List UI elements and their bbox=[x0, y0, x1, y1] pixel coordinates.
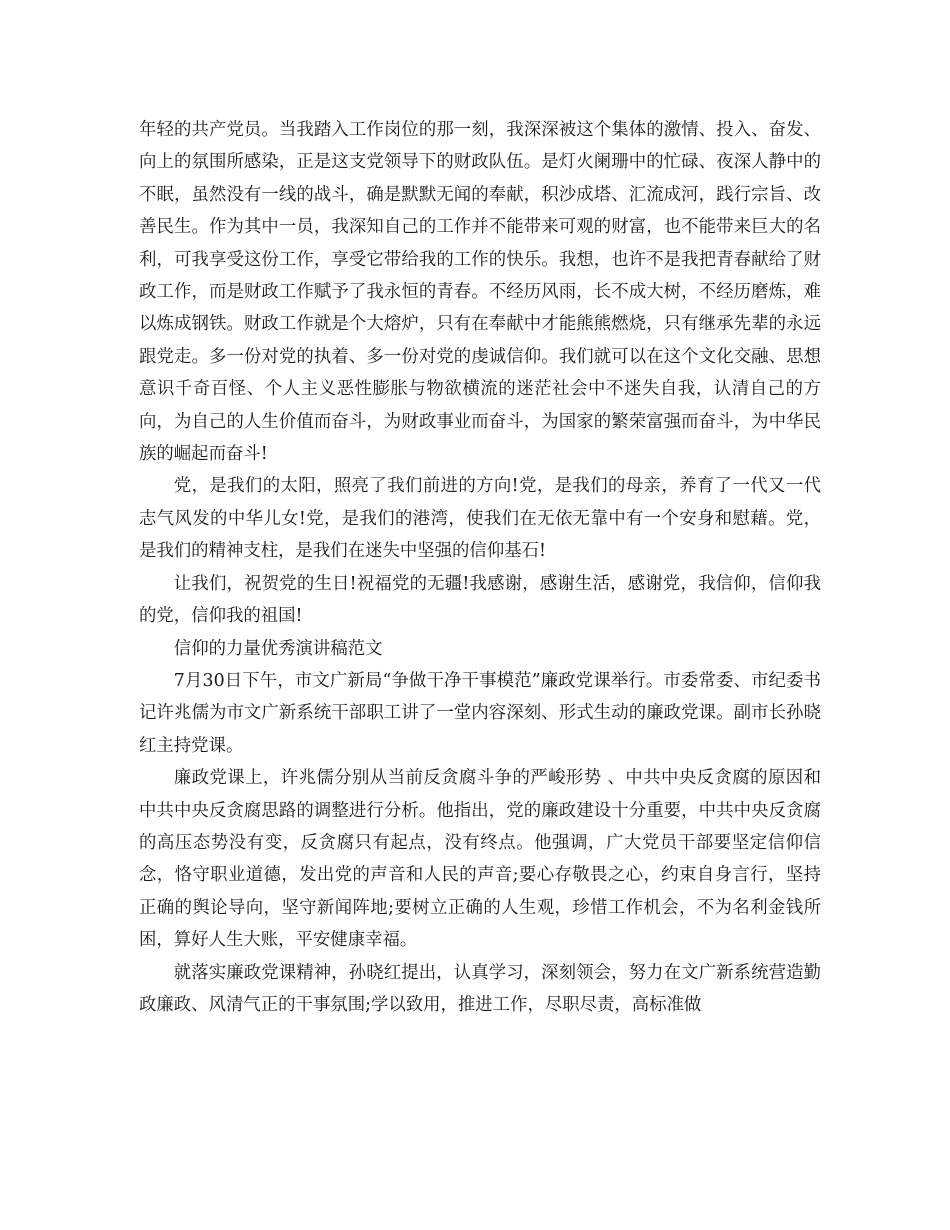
paragraph-implementation: 就落实廉政党课精神，孙晓红提出，认真学习，深刻领会，努力在文广新系统营造勤政廉政、风清气正的干事氛围;学以致用，推进工作，尽职尽责，高标准做 bbox=[139, 962, 821, 1015]
paragraph-integrity-lesson-intro: 7月30日下午，市文广新局“争做干净干事模范”廉政党课举行。市委常委、市纪委书记许兆儒为市文广新系统干部职工讲了一堂内容深刻、形式生动的廉政党课。副市长孙晓红主持党课。 bbox=[139, 670, 821, 756]
paragraph-celebrate-birthday: 让我们，祝贺党的生日!祝福党的无疆!我感谢，感谢生活，感谢党，我信仰，信仰我的党，信仰我的祖国! bbox=[139, 573, 821, 627]
paragraph-lesson-analysis: 廉政党课上，许兆儒分别从当前反贪腐斗争的严峻形势 、中共中央反贪腐的原因和中共中央反贪腐思路的调整进行分析。他指出，党的廉政建设十分重要，中共中央反贪腐的高压态势没有变，反贪腐只有起点，没有终点。他强调，广大党员干部要坚定信仰信念，恪守职业道德，发出党的声音和人民的声音;要心存敬畏之心，约束自身言行，坚持正确的舆论导向，坚守新闻阵地;要树立正确的人生观，珍惜工作机会，不为名利金钱所困，算好人生大账，平安健康幸福。 bbox=[139, 768, 821, 951]
section-heading: 信仰的力量优秀演讲稿范文 bbox=[173, 638, 383, 659]
paragraph-faith-in-party-work: 年轻的共产党员。当我踏入工作岗位的那一刻，我深深被这个集体的激情、投入、奋发、向上的氛围所感染，正是这支党领导下的财政队伍。是灯火阑珊中的忙碌、夜深人静中的不眠，虽然没有一线的战斗，确是默默无闻的奉献，积沙成塔、汇流成河，践行宗旨、改善民生。作为其中一员，我深知自己的工作并不能带来可观的财富，也不能带来巨大的名利，可我享受这份工作，享受它带给我的工作的快乐。我想，也许不是我把青春献给了财政工作，而是财政工作赋予了我永恒的青春。不经历风雨，长不成大树，不经历磨炼，难以炼成钢铁。财政工作就是个大熔炉，只有在奉献中才能熊熊燃烧，只有继承先辈的永远跟党走。多一份对党的执着、多一份对党的虔诚信仰。我们就可以在这个文化交融、思想意识千奇百怪、个人主义恶性膨胀与物欲横流的迷茫社会中不迷失自我，认清自己的方向，为自己的人生价值而奋斗，为财政事业而奋斗，为国家的繁荣富强而奋斗，为中华民族的崛起而奋斗! bbox=[139, 120, 821, 465]
document-body bbox=[139, 114, 821, 1021]
paragraph-party-is-sun: 党，是我们的太阳，照亮了我们前进的方向!党，是我们的母亲，养育了一代又一代志气风发的中华儿女!党，是我们的港湾，使我们在无依无靠中有一个安身和慰藉。党，是我们的精神支柱，是我们在迷失中坚强的信仰基石! bbox=[139, 476, 821, 562]
